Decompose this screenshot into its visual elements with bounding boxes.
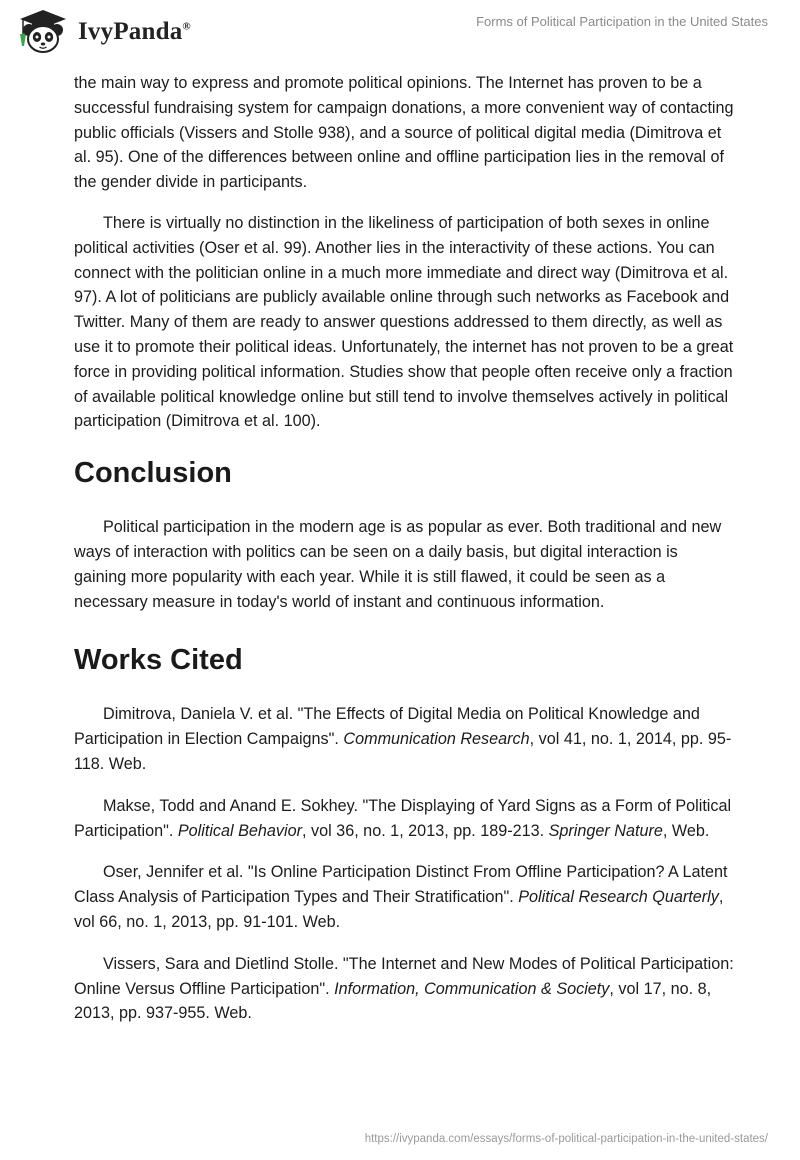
conclusion-paragraph: Political participation in the modern age is as popular as ever. Both traditional and new ways of interaction with politics can be seen on a daily basis, but digital interaction is gaining more popularity with each year. While it is still flawed, it could be seen as a necessary measure in today's world of instant and continuous information. — [74, 518, 722, 611]
citation-oser: Oser, Jennifer et al. "Is Online Participation Distinct From Offline Participation? A Latent Class Analysis of Participation Types and Their Stratification". Political Research Quarterly, vol 66, no. 1, 2013, pp. 91-101. Web. — [74, 863, 728, 931]
works-cited-heading: Works Cited — [74, 644, 243, 677]
journal-title: Political Research Quarterly — [518, 888, 719, 907]
publisher-name: Springer Nature — [548, 821, 663, 840]
ivypanda-logo[interactable] — [14, 8, 191, 56]
conclusion-heading: Conclusion — [74, 457, 232, 490]
journal-title: Information, Communication & Society — [334, 979, 610, 998]
panda-graduate-icon — [14, 8, 72, 56]
document-title: Forms of Political Participation in the United States — [476, 14, 768, 29]
body-paragraph-2: There is virtually no distinction in the likeliness of participation of both sexes in online political activities (Oser et al. 99). Another lies in the interactivity of these actions. You can connect with the politician online in a much more immediate and direct way (Dimitrova et al. 97). A lot of politicians are publicly available online through such networks as Facebook and Twitter. Many of them are ready to answer questions addressed to them directly, as well as use it to promote their political ideas. Unfortunately, the internet has not proven to be a great force in providing political information. Studies show that people often receive only a fraction of available political knowledge online but still tend to involve themselves actively in political participation (Dimitrova et al. 100). — [74, 213, 734, 431]
body-paragraph-1: the main way to express and promote political opinions. The Internet has proven to be a successful fundraising system for campaign donations, a more convenient way of contacting public officials (Vissers and Stolle 938), and a source of political digital media (Dimitrova et al. 95). One of the differences between online and offline participation lies in the removal of the gender divide in participants. — [74, 74, 734, 192]
essay-content — [74, 71, 734, 1043]
citation-makse: Makse, Todd and Anand E. Sokhey. "The Displaying of Yard Signs as a Form of Political Participation". Political Behavior, vol 36, no. 1, 2013, pp. 189-213. Springer Nature, Web. — [74, 796, 732, 840]
journal-title: Communication Research — [343, 730, 530, 749]
registered-mark: ® — [182, 20, 191, 33]
citation-dimitrova: Dimitrova, Daniela V. et al. "The Effects of Digital Media on Political Knowledge and Participation in Election Campaigns". Communication Research, vol 41, no. 1, 2014, pp. 95-118. Web. — [74, 705, 732, 773]
source-url[interactable]: https://ivypanda.com/essays/forms-of-political-participation-in-the-united-states/ — [364, 1133, 768, 1145]
citation-vissers: Vissers, Sara and Dietlind Stolle. "The Internet and New Modes of Political Participation: Online Versus Offline Participation". Information, Communication & Society, vol 17, no. 8, 2013, pp. 937-955. Web. — [74, 954, 734, 1023]
journal-title: Political Behavior — [177, 821, 302, 840]
brand-name: IvyPanda® — [78, 18, 191, 45]
page-header — [0, 0, 800, 70]
